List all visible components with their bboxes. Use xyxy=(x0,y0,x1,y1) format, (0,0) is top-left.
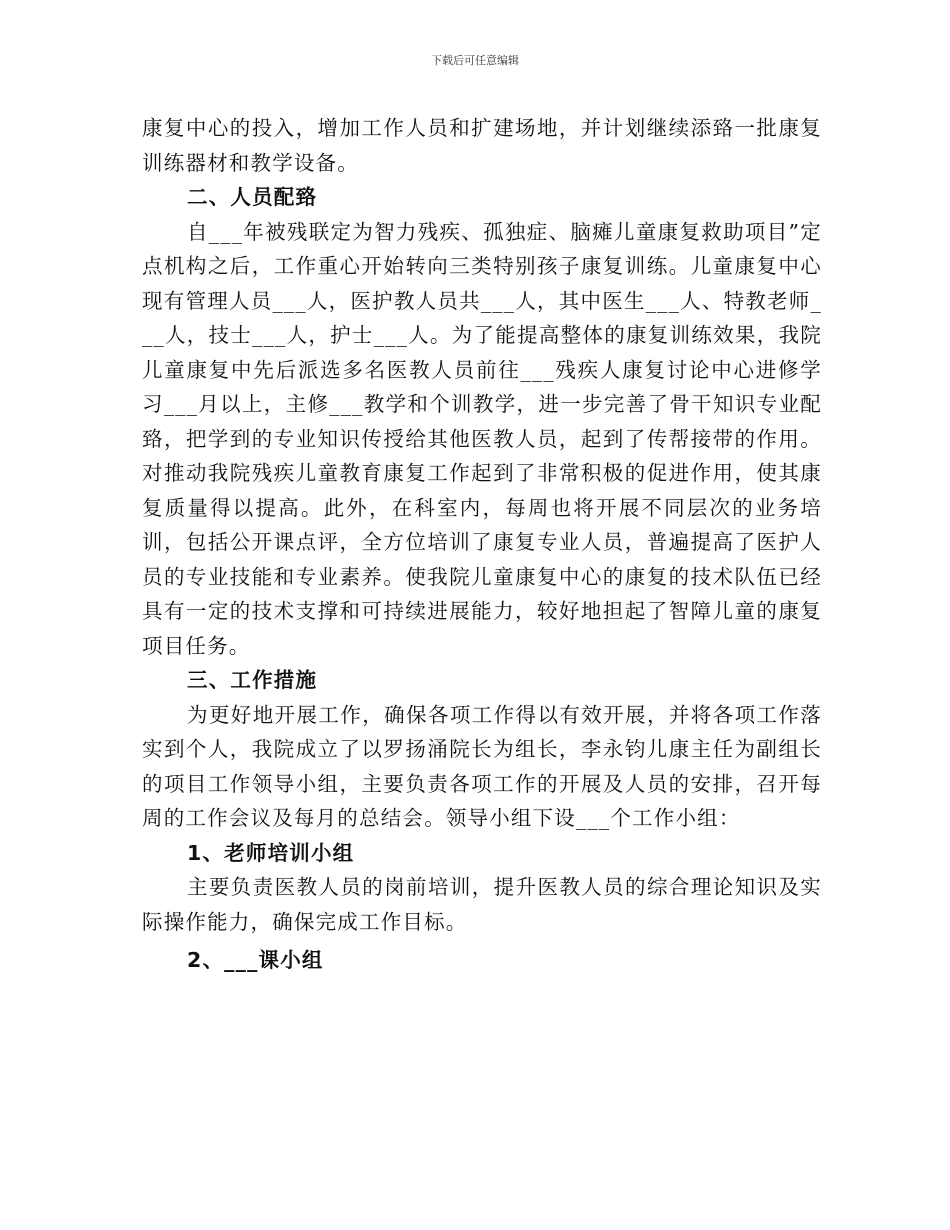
subheading-course-group: 2、___课小组 xyxy=(187,948,324,972)
document-body xyxy=(142,111,822,978)
paragraph-measures: 为更好地开展工作，确保各项工作得以有效开展，并将各项工作落实到个人，我院成立了以罗扬涌院长为组长，李永钧儿康主任为副组长的项目工作领导小组，主要负责各项工作的开展及人员的安排，召开每周的工作会议及每月的总结会。领导小组下设___个工作小组： xyxy=(142,702,822,830)
page-header: 下载后可任意编辑 xyxy=(431,54,519,67)
paragraph-intro: 康复中心的投入，增加工作人员和扩建场地，并计划继续添臵一批康复训练器材和教学设备。 xyxy=(142,116,822,175)
section-heading-measures: 三、工作措施 xyxy=(187,668,318,692)
section-heading-staffing: 二、人员配臵 xyxy=(187,185,318,209)
paragraph-teacher-training: 主要负责医教人员的岗前培训，提升医教人员的综合理论知识及实际操作能力，确保完成工作目标。 xyxy=(142,875,822,934)
subheading-teacher-training: 1、老师培训小组 xyxy=(187,840,355,865)
paragraph-staffing: 自___年被残联定为智力残疾、孤独症、脑瘫儿童康复救助项目”定点机构之后，工作重心开始转向三类特别孩子康复训练。儿童康复中心现有管理人员___人，医护教人员共___人，其中医生___人、特教老师___人，技士___人，护士___人。为了能提高整体的康复训练效果，我院儿童康复中先后派选多名医教人员前往___残疾人康复讨论中心进修学习___月以上，主修___教学和个训教学，进一步完善了骨干知识专业配臵，把学到的专业知识传授给其他医教人员，起到了传帮接带的作用。对推动我院残疾儿童教育康复工作起到了非常积极的促进作用，使其康复质量得以提高。此外，在科室内，每周也将开展不同层次的业务培训，包括公开课点评，全方位培训了康复专业人员，普遍提高了医护人员的专业技能和专业素养。使我院儿童康复中心的康复的技术队伍已经具有一定的技术支撑和可持续进展能力，较好地担起了智障儿童的康复项目任务。 xyxy=(142,219,822,658)
